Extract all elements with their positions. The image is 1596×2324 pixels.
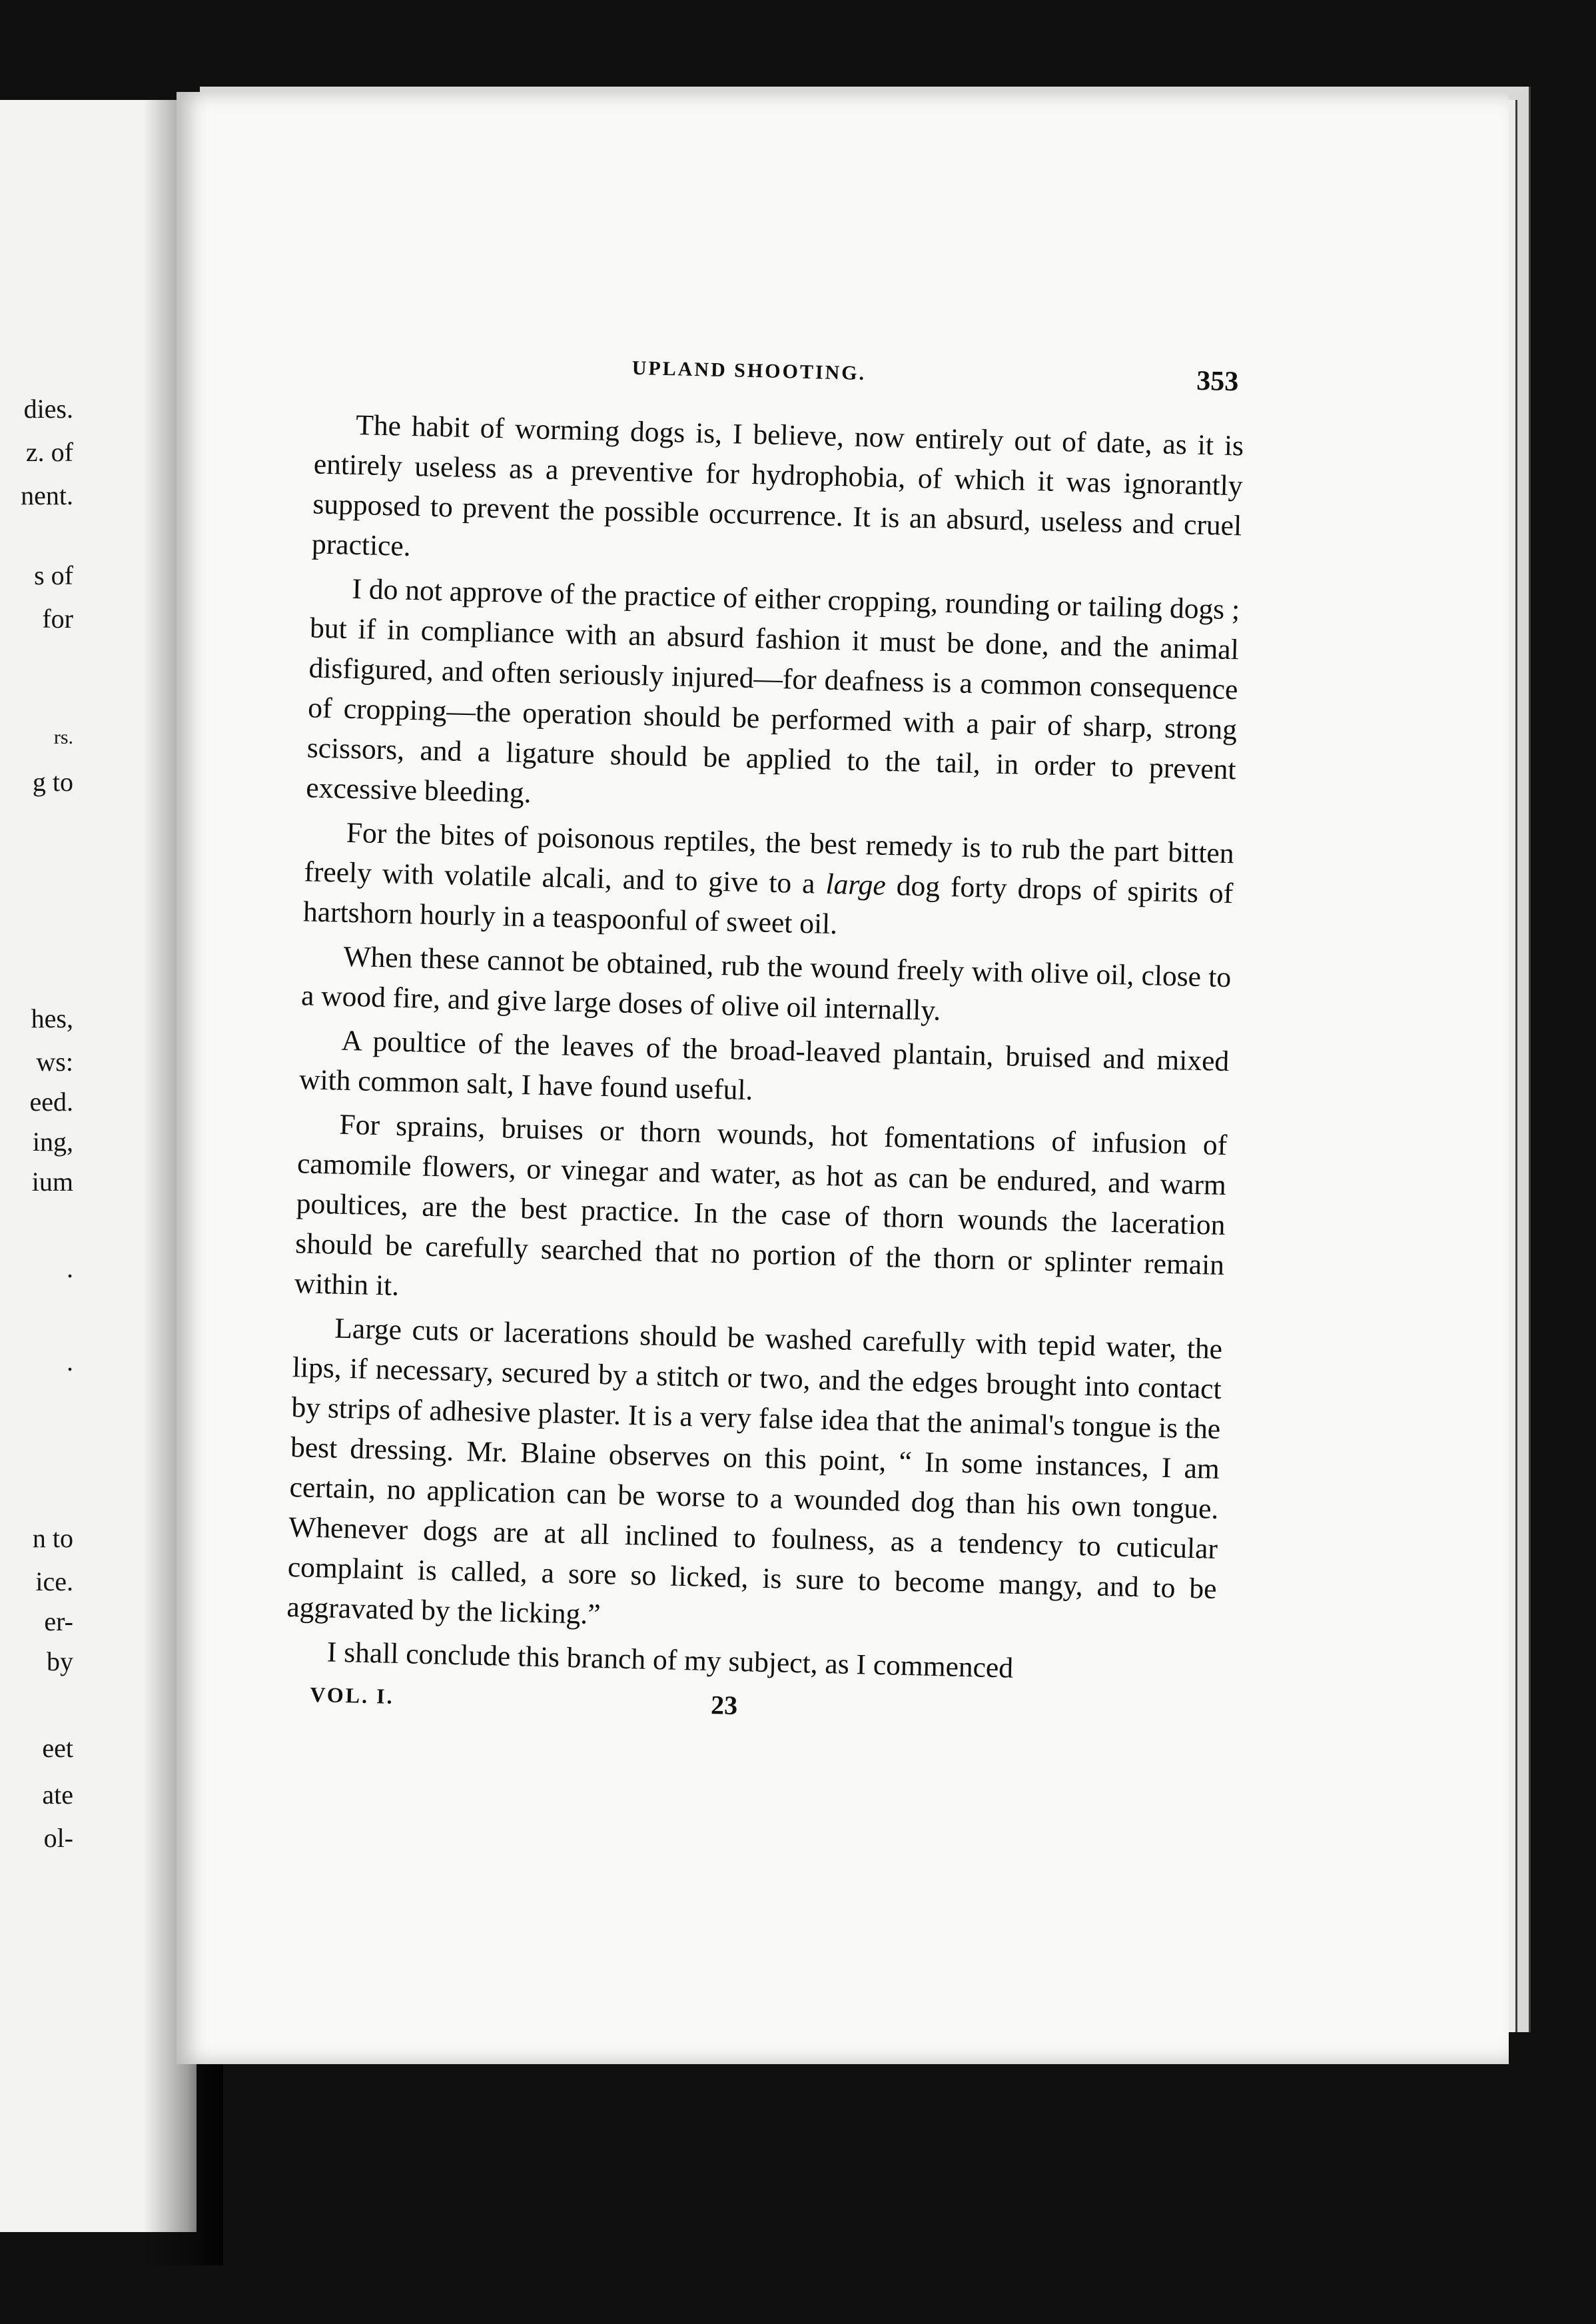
book-page: [177, 92, 1509, 2064]
fragment-line: ice.: [35, 1566, 73, 1596]
running-title: UPLAND SHOOTING.: [631, 356, 867, 385]
page-text-block: [284, 344, 1245, 1744]
signature-mark: 23: [710, 1690, 738, 1721]
fragment-line: er-: [44, 1606, 73, 1636]
paragraph-text: For the bites of poisonous reptiles, the best remedy is to rub the part bitten freely with volatile alcali, and to give to a: [303, 816, 1235, 900]
fragment-line: s of: [34, 560, 73, 590]
paragraph: Large cuts or lacerations should be washed carefully with tepid water, the lips, if necessary, secured by a stitch or two, and the edges brought into contact by strips of adhesive plaster. It is a very false idea that the animal's tongue is the best dressing. Mr. Blaine observes on this point, “ In some instances, I am certain, no application can be worse to a wounded dog than his own tongue. Whenever dogs are at all inclined to foulness, as a tendency to cuticular complaint is called, a sore so licked, is sure to become mangy, and to be aggravated by the licking.”: [286, 1312, 1223, 1631]
volume-label: VOL. I.: [310, 1682, 394, 1708]
fragment-line: nent.: [21, 480, 73, 510]
fragment-line: ate: [42, 1780, 73, 1810]
fragment-line: ol-: [43, 1823, 73, 1853]
previous-page-text-fragments: [0, 0, 73, 2324]
paragraph: [302, 812, 1234, 953]
fragment-line: z. of: [25, 437, 73, 467]
fragment-line: .: [67, 1347, 73, 1377]
paragraph: The habit of worming dogs is, I believe, now entirely out of date, as it is entirely useless as a preventive for hydrophobia, of which it was ignorantly supposed to prevent the possible occurrence. It is an absurd, useless and cruel practice.: [311, 409, 1244, 562]
fragment-line: rs.: [53, 726, 73, 748]
paragraph: For sprains, bruises or thorn wounds, hot fomentations of infusion of camomile flowers, or vinegar and water, as hot as can be endured, and warm poultices, are the best practice. In the case of thorn wounds the laceration should be carefully searched that no portion of the thorn or splinter remain within it.: [294, 1108, 1228, 1302]
fragment-line: ium: [31, 1167, 73, 1197]
fragment-line: by: [47, 1646, 73, 1676]
italic-word: large: [825, 868, 887, 901]
fragment-line: hes,: [31, 1003, 73, 1033]
paragraph: A poultice of the leaves of the broad-leaved plantain, bruised and mixed with common salt, I have found useful.: [298, 1024, 1230, 1107]
fragment-line: .: [67, 1253, 73, 1283]
fragment-line: eed.: [29, 1087, 73, 1117]
fragment-line: dies.: [23, 394, 73, 424]
paragraph-text: dog forty drops of spirits of hartshorn hourly in a teaspoonful of sweet oil.: [302, 869, 1234, 941]
paragraph: I shall conclude this branch of my subject, as I commenced: [326, 1636, 1014, 1684]
fragment-line: g to: [32, 767, 73, 797]
paragraph: I do not approve of the practice of either cropping, rounding or tailing dogs ; but if in compliance with an absurd fashion it must be done, and the animal disfigured, and often seriously injured—for deafness is a common consequence of cropping—the operation should be performed with a pair of sharp, strong scissors, and a ligature should be applied to the tail, in order to prevent excessive bleeding.: [305, 572, 1240, 810]
fragment-line: eet: [42, 1733, 73, 1763]
fragment-line: for: [42, 604, 73, 634]
fragment-line: ws:: [36, 1047, 73, 1077]
fragment-line: ing,: [32, 1127, 73, 1157]
page-number: 353: [1196, 365, 1239, 398]
paragraph: When these cannot be obtained, rub the wound freely with olive oil, close to a wood fire, and give large doses of olive oil internally.: [300, 940, 1232, 1027]
fragment-line: n to: [32, 1523, 73, 1553]
